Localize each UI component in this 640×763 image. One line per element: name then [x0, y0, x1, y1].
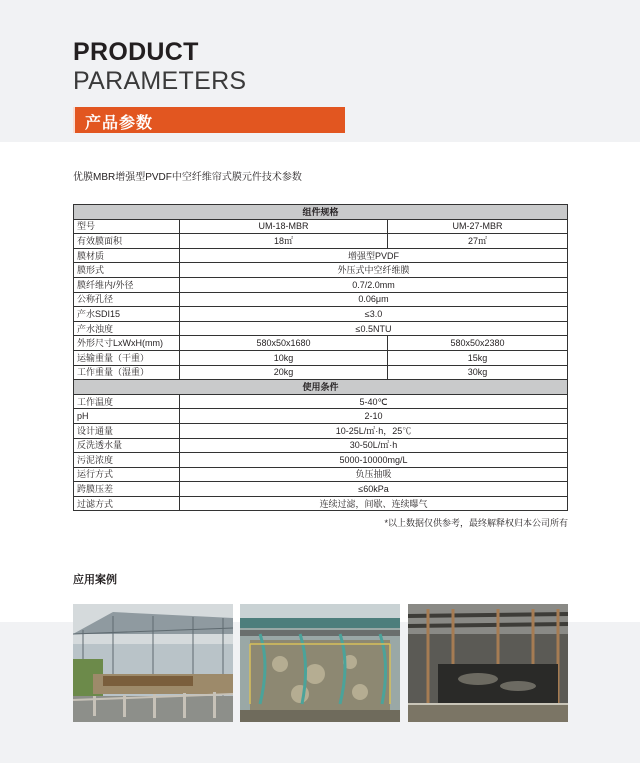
table-row	[74, 307, 568, 322]
cell-value: 10-25L/㎡·h，25℃	[180, 423, 568, 438]
row-label: 工作温度	[74, 394, 180, 409]
cell-value: 2-10	[180, 409, 568, 424]
row-label: 产水浊度	[74, 321, 180, 336]
table-row	[74, 365, 568, 380]
row-label: 膜形式	[74, 263, 180, 278]
cell-value-a: 18㎡	[180, 234, 388, 249]
cell-value: 负压抽吸	[180, 467, 568, 482]
table-row	[74, 409, 568, 424]
cell-value: 增强型PVDF	[180, 248, 568, 263]
table-row	[74, 234, 568, 249]
case-section-title: 应用案例	[73, 574, 117, 586]
table-row	[74, 292, 568, 307]
row-label: 运行方式	[74, 467, 180, 482]
cell-value-b: 30kg	[388, 365, 568, 380]
cell-value: 0.06μm	[180, 292, 568, 307]
table-row	[74, 336, 568, 351]
cell-value: ≤0.5NTU	[180, 321, 568, 336]
row-label: 跨膜压差	[74, 482, 180, 497]
table-row	[74, 248, 568, 263]
cell-model-a: UM-18-MBR	[180, 219, 388, 234]
table-row	[74, 496, 568, 511]
row-label: 反洗透水量	[74, 438, 180, 453]
cell-value: 连续过滤，间歇、连续曝气	[180, 496, 568, 511]
cell-value-a: 20kg	[180, 365, 388, 380]
table-row	[74, 482, 568, 497]
cell-value-a: 580x50x1680	[180, 336, 388, 351]
disclaimer-note: *以上数据仅供参考，最终解释权归本公司所有	[384, 518, 568, 528]
cell-value: ≤60kPa	[180, 482, 568, 497]
row-label: 膜材质	[74, 248, 180, 263]
cell-model-b: UM-27-MBR	[388, 219, 568, 234]
cell-value-b: 580x50x2380	[388, 336, 568, 351]
row-label: 有效膜面积	[74, 234, 180, 249]
table-subtitle: 优膜MBR增强型PVDF中空纤维帘式膜元件技术参数	[73, 172, 302, 183]
table-row	[74, 394, 568, 409]
row-label: 产水SDI15	[74, 307, 180, 322]
row-label: 外形尺寸LxWxH(mm)	[74, 336, 180, 351]
cell-value-b: 15kg	[388, 350, 568, 365]
table-row	[74, 423, 568, 438]
table-row	[74, 277, 568, 292]
title-parameters: PARAMETERS	[73, 67, 247, 95]
cn-title: 产品参数	[85, 115, 154, 132]
cell-value: 5-40℃	[180, 394, 568, 409]
title-product: PRODUCT	[73, 38, 199, 66]
cell-value: 0.7/2.0mm	[180, 277, 568, 292]
row-label: pH	[74, 409, 180, 424]
cn-title-bar	[73, 107, 345, 133]
row-label: 公称孔径	[74, 292, 180, 307]
table-row	[74, 263, 568, 278]
row-label: 设计通量	[74, 423, 180, 438]
cell-value-b: 27㎡	[388, 234, 568, 249]
table-row	[74, 453, 568, 468]
row-label: 过滤方式	[74, 496, 180, 511]
spec-table	[73, 204, 568, 511]
section-header-row	[74, 205, 568, 220]
cell-value: 5000-10000mg/L	[180, 453, 568, 468]
row-label: 运输重量（干重）	[74, 350, 180, 365]
section-header-specs: 组件规格	[74, 205, 568, 220]
cell-value: 30-50L/㎡·h	[180, 438, 568, 453]
table-row	[74, 350, 568, 365]
row-label: 膜纤维内/外径	[74, 277, 180, 292]
row-label: 工作重量（湿重）	[74, 365, 180, 380]
table-row	[74, 467, 568, 482]
cell-value: ≤3.0	[180, 307, 568, 322]
table-row	[74, 219, 568, 234]
table-row	[74, 321, 568, 336]
row-label: 型号	[74, 219, 180, 234]
cell-value: 外压式中空纤维膜	[180, 263, 568, 278]
case-photo-industrial-pipes	[408, 604, 568, 722]
table-row	[74, 438, 568, 453]
section-header-row	[74, 380, 568, 395]
case-photo-canopy-tank	[73, 604, 233, 722]
case-photo-membrane-tank	[240, 604, 400, 722]
section-header-conditions: 使用条件	[74, 380, 568, 395]
cell-value-a: 10kg	[180, 350, 388, 365]
row-label: 污泥浓度	[74, 453, 180, 468]
